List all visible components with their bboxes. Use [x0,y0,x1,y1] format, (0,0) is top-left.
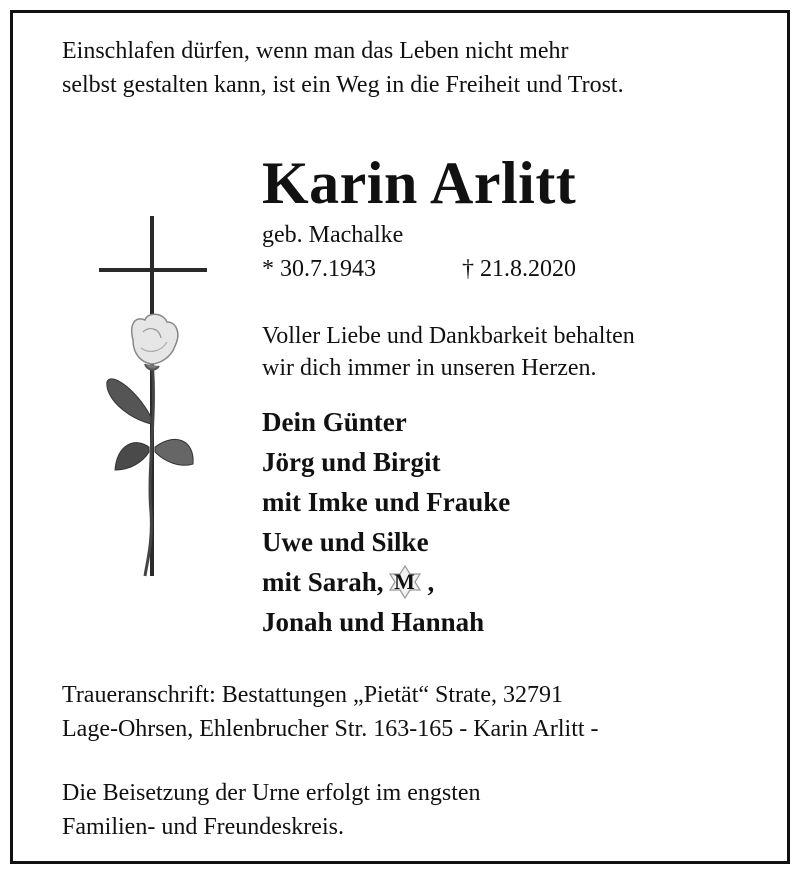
address-line-2: Lage-Ohrsen, Ehlenbrucher Str. 163-165 - Karin Arlitt - [62,716,599,742]
deceased-name: Karin Arlitt [262,150,577,216]
family-line-4: Uwe und Silke [262,527,429,557]
verse-line-1: Voller Liebe und Dankbarkeit behalten [262,323,635,349]
family-line-1: Dein Günter [262,407,407,437]
burial-note [62,776,481,844]
family-line-3: mit Imke und Frauke [262,487,511,517]
cross-with-rose-icon [95,212,215,582]
address-line-1: Traueranschrift: Bestattungen „Pietät“ Strate, 32791 [62,682,563,708]
verse [262,320,635,384]
verse-line-2: wir dich immer in unseren Herzen. [262,355,597,381]
burial-line-1: Die Beisetzung der Urne erfolgt im engsten [62,780,481,806]
motto [62,34,624,102]
death-date: † 21.8.2020 [462,256,576,282]
motto-line-2: selbst gestalten kann, ist ein Weg in die Freiheit und Trost. [62,72,624,98]
motto-line-1: Einschlafen dürfen, wenn man das Leben nicht mehr [62,38,569,64]
burial-line-2: Familien- und Freundeskreis. [62,814,344,840]
family-line-5-suffix: , [427,567,435,597]
star-letter: M [394,569,415,594]
family-signatures [262,402,510,642]
family-line-6: Jonah und Hannah [262,607,485,637]
birth-date: * 30.7.1943 [262,256,376,282]
family-line-2: Jörg und Birgit [262,447,441,477]
family-line-5-prefix: mit Sarah, [262,567,384,597]
birth-name: geb. Machalke [262,222,404,248]
family-line-5 [262,562,510,602]
mourning-address [62,678,599,746]
star-of-life-marker [386,565,424,599]
